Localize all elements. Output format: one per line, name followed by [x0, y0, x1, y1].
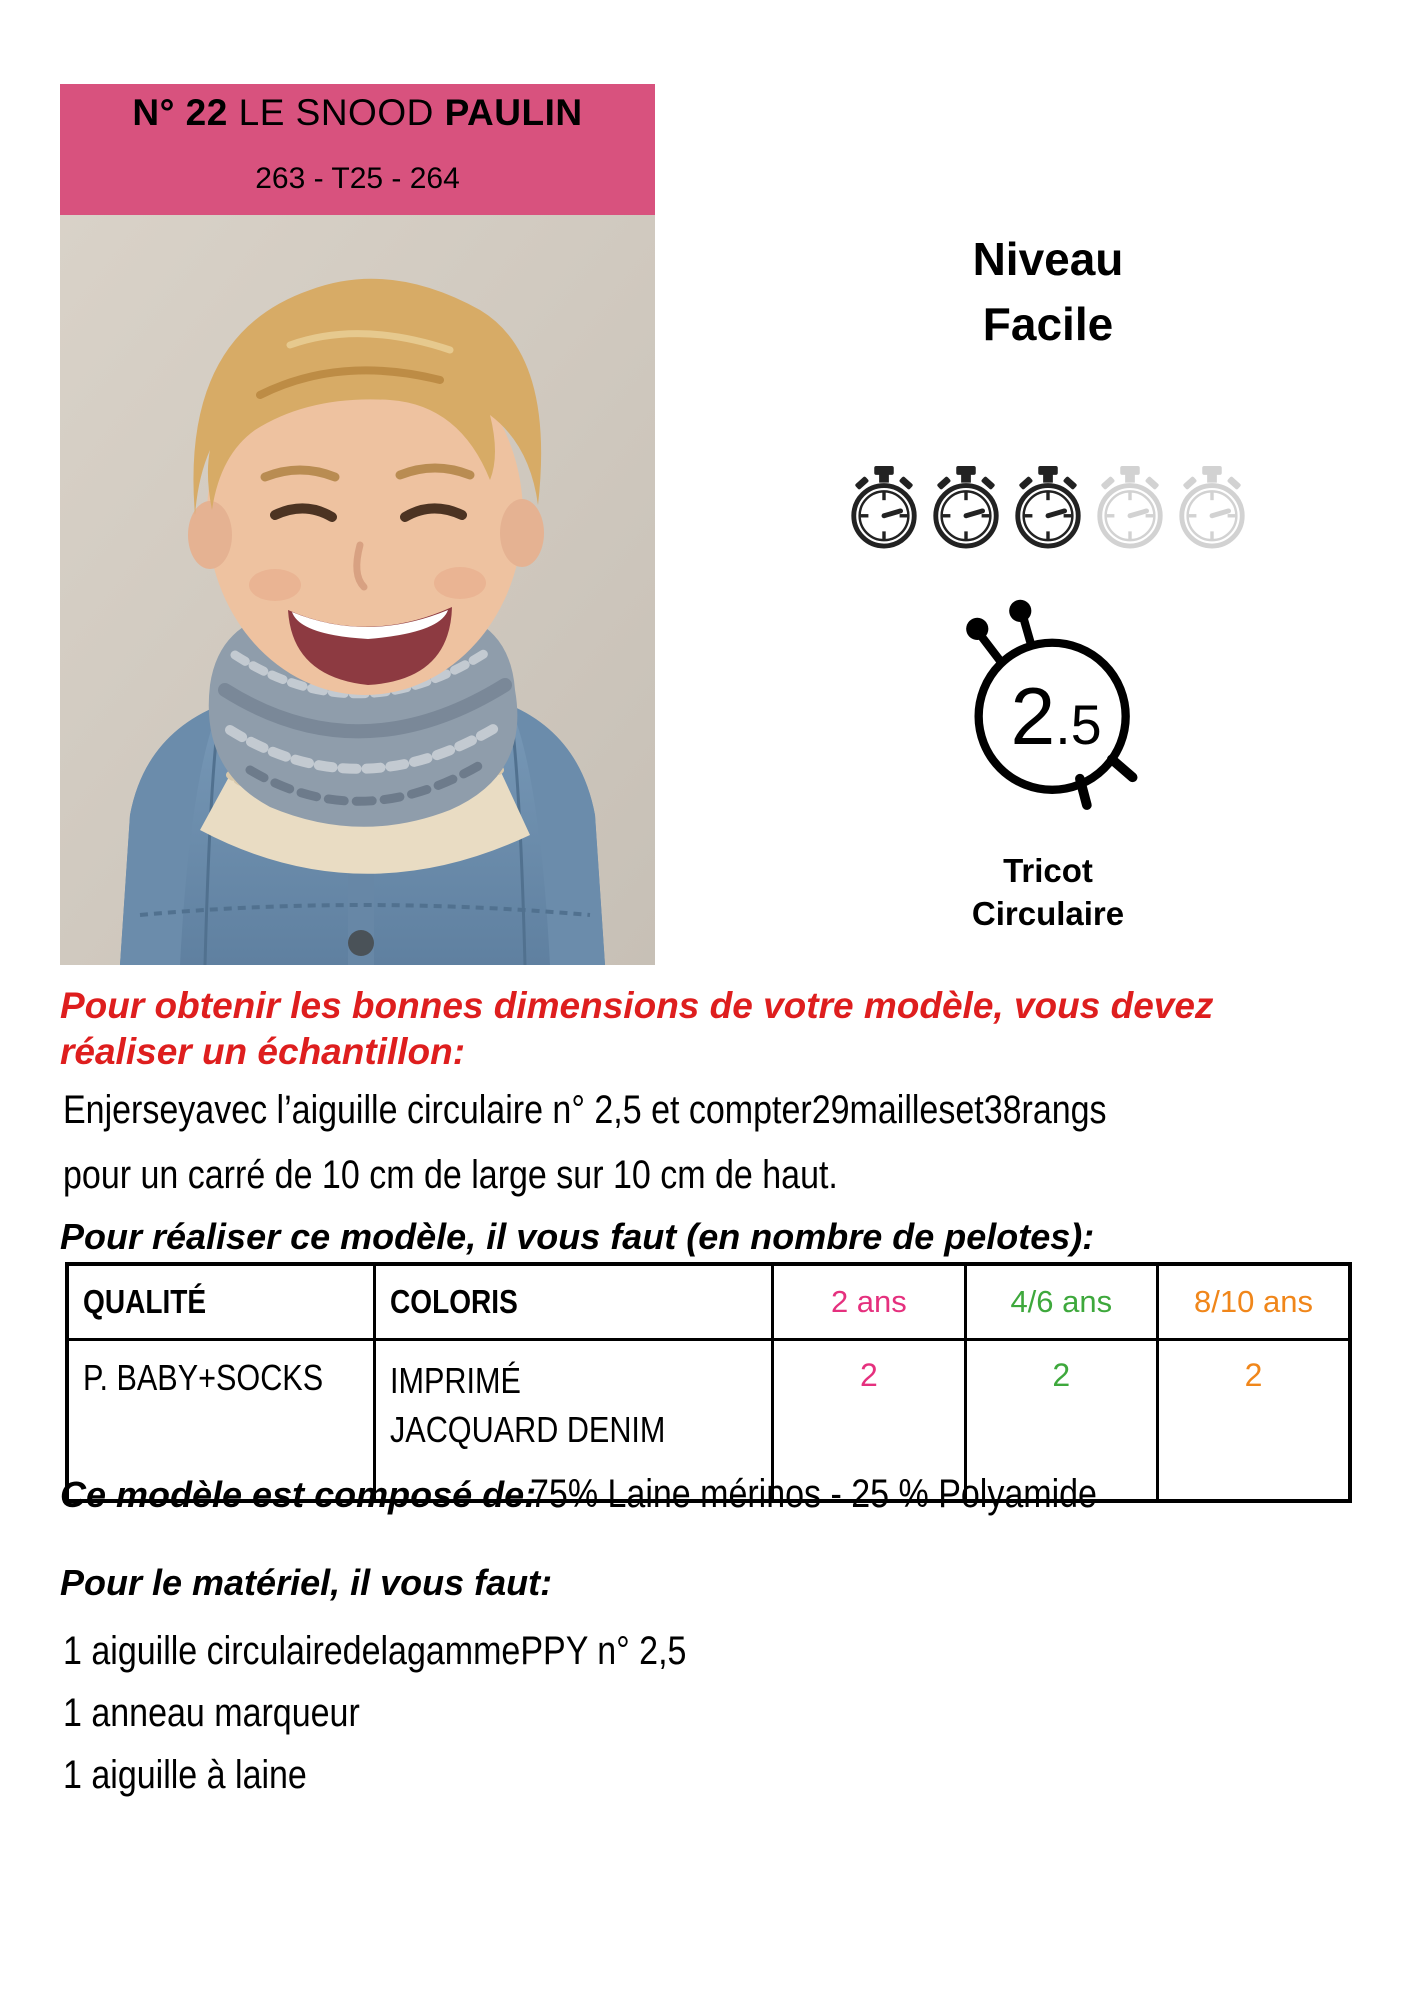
materiel-section-heading: Pour le matériel, il vous faut: — [60, 1562, 553, 1603]
gauge-warning-line1: Pour obtenir les bonnes dimensions de votre modèle, vous devez — [60, 985, 1214, 1026]
stopwatch-icon — [845, 463, 923, 551]
technique-line2: Circulaire — [971, 894, 1125, 932]
gauge-warning-heading — [60, 983, 1400, 1076]
difficulty-level-line1: Niveau — [972, 233, 1124, 285]
col-header-2ans: 2 ans — [773, 1264, 965, 1340]
col-header-810ans: 8/10 ans — [1158, 1264, 1350, 1340]
cell-coloris: IMPRIMÉ JACQUARD DENIM — [375, 1340, 773, 1502]
pattern-name: LE SNOOD — [238, 92, 445, 133]
difficulty-timers — [690, 463, 1406, 551]
pelotes-section-heading: Pour réaliser ce modèle, il vous faut (en nombre de pelotes): — [60, 1216, 1095, 1257]
col-header-46ans: 4/6 ans — [965, 1264, 1157, 1340]
composition-line — [60, 1472, 1400, 1517]
cell-46ans: 2 — [965, 1340, 1157, 1502]
stopwatch-icon — [1173, 463, 1251, 551]
pelotes-table-header-row — [67, 1264, 1350, 1340]
right-info-column — [690, 215, 1406, 965]
materiel-item-1: 1 aiguille circulairedelagammePPY n° 2,5 — [63, 1629, 687, 1673]
gauge-instructions-line2: pour un carré de 10 cm de large sur 10 cm de haut. — [63, 1152, 838, 1197]
stopwatch-icon — [1009, 463, 1087, 551]
cell-qualite: P. BABY+SOCKS — [67, 1340, 375, 1502]
stopwatch-icon — [927, 463, 1005, 551]
pattern-header-banner — [60, 84, 655, 215]
pelotes-table — [65, 1262, 1352, 1503]
gauge-instructions-line1: Enjerseyavec l’aiguille circulaire n° 2,5 et compter29mailleset38rangs — [63, 1088, 1107, 1132]
cell-2ans: 2 — [773, 1340, 965, 1502]
model-photo-illustration — [60, 215, 655, 965]
materiel-item-2: 1 anneau marqueur — [63, 1691, 360, 1735]
materiel-item-3: 1 aiguille à laine — [63, 1753, 307, 1797]
composition-label: Ce modèle est composé de: — [60, 1474, 537, 1515]
circular-needle-icon — [943, 597, 1153, 812]
difficulty-level — [690, 227, 1406, 358]
difficulty-level-line2: Facile — [982, 298, 1114, 351]
materiel-list — [63, 1620, 1403, 1806]
pattern-title — [60, 84, 655, 134]
model-photo — [60, 215, 655, 965]
needle-size-frac: .5 — [1055, 694, 1102, 757]
composition-value: 75% Laine mérinos - 25 % Polyamide — [530, 1472, 1098, 1516]
col-header-qualite: QUALITÉ — [67, 1264, 375, 1340]
technique-line1: Tricot — [1003, 852, 1093, 889]
needle-size-badge — [690, 597, 1406, 812]
stopwatch-icon — [1091, 463, 1169, 551]
col-header-coloris: COLORIS — [375, 1264, 773, 1340]
pattern-model-name: PAULIN — [444, 92, 583, 133]
gauge-instructions — [63, 1078, 1403, 1208]
pattern-reference: 263 - T25 - 264 — [255, 162, 460, 195]
pattern-number: N° 22 — [132, 92, 239, 133]
gauge-warning-line2: réaliser un échantillon: — [60, 1031, 466, 1073]
technique-label — [690, 850, 1406, 936]
cell-810ans: 2 — [1158, 1340, 1350, 1502]
needle-size-main: 2 — [1010, 672, 1056, 763]
